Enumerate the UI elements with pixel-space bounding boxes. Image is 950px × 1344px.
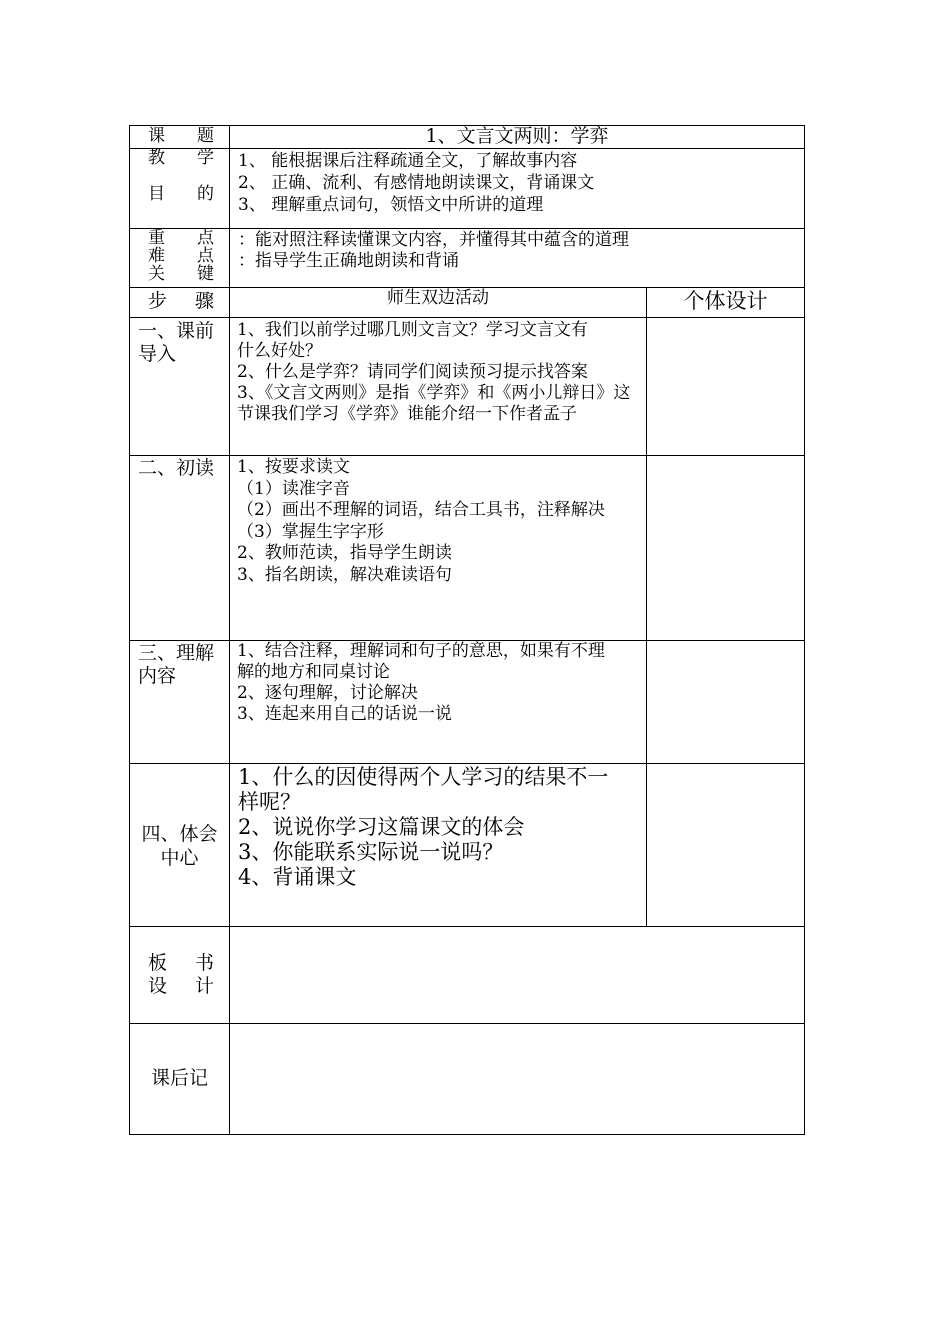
activity-line: 解的地方和同桌讨论 — [237, 662, 390, 682]
step-activity — [238, 765, 644, 890]
keypoint-item: ：指导学生正确地朗读和背诵 — [238, 251, 459, 271]
row-divider-topic — [129, 148, 805, 149]
design-column-header: 个体设计 — [683, 289, 768, 313]
activity-line: 什么好处？ — [237, 341, 322, 361]
goals-list — [238, 150, 798, 216]
topic-label: 课 题 — [148, 126, 214, 146]
activity-line: （3）掌握生字字形 — [237, 521, 384, 542]
activity-line: 2、什么是学弈？请同学们阅读预习提示找答案 — [237, 362, 588, 382]
step-label: 三、理解 内容 — [138, 642, 215, 687]
step-activity — [237, 320, 643, 425]
after-class-label: 课后记 — [150, 1067, 208, 1089]
row-divider-step1 — [129, 455, 805, 456]
activity-line: 3、指名朗读，解决难读语句 — [237, 564, 452, 585]
goal-item: 1、 能根据课后注释疏通全文，了解故事内容 — [238, 151, 578, 171]
goal-item: 3、 理解重点词句，领悟文中所讲的道理 — [238, 195, 544, 215]
steps-column-header: 步 骤 — [148, 290, 214, 312]
step-label: 四、体会 中心 — [141, 823, 218, 869]
board-design-label: 板 书 设 计 — [148, 952, 214, 997]
activity-line: （1）读准字音 — [237, 478, 350, 499]
activity-line: 3、连起来用自己的话说一说 — [237, 704, 452, 724]
keypoints-label: 重 点 难 点 关 键 — [148, 228, 214, 284]
activity-line: 4、背诵课文 — [238, 865, 357, 889]
label-column-divider — [229, 125, 230, 1135]
goal-item: 2、 正确、流利、有感情地朗读课文，背诵课文 — [238, 173, 595, 193]
activity-line: 样呢？ — [238, 790, 301, 814]
activity-line: 1、什么的因使得两个人学习的结果不一 — [238, 765, 609, 789]
row-divider-board — [129, 1023, 805, 1024]
activity-line: 1、按要求读文 — [237, 457, 350, 477]
keypoint-item: ：能对照注释读懂课文内容，并懂得其中蕴含的道理 — [238, 230, 629, 250]
activity-line: 3、你能联系实际说一说吗？ — [238, 840, 504, 864]
activity-line: 节课我们学习《学弈》谁能介绍一下作者孟子 — [237, 404, 577, 424]
design-column-divider — [646, 287, 647, 926]
row-divider-step3 — [129, 763, 805, 764]
activity-line: 2、教师范读，指导学生朗读 — [237, 543, 452, 563]
row-divider-columns — [129, 317, 805, 318]
activity-line: 3、《文言文两则》是指《学弈》和《两小儿辩日》这 — [237, 383, 631, 403]
step-label: 二、初读 — [138, 457, 215, 479]
row-divider-goals — [129, 228, 805, 229]
activity-line: 2、逐句理解，讨论解决 — [237, 683, 418, 703]
step-activity — [237, 457, 643, 586]
table-border-right — [804, 125, 805, 1135]
activity-line: 1、我们以前学过哪几则文言文？学习文言文有 — [237, 320, 588, 340]
activity-column-header: 师生双边活动 — [387, 288, 489, 308]
keypoints-list — [238, 230, 798, 272]
table-border-bottom — [129, 1134, 805, 1135]
activity-line: 2、说说你学习这篇课文的体会 — [238, 815, 525, 839]
table-border-left — [129, 125, 130, 1135]
activity-line: （2）画出不理解的词语，结合工具书，注释解决 — [237, 500, 605, 520]
activity-line: 1、结合注释，理解词和句子的意思，如果有不理 — [237, 641, 605, 661]
row-divider-step4 — [129, 926, 805, 927]
step-label: 一、课前 导入 — [138, 320, 215, 365]
topic-value: 1、文言文两则：学弈 — [425, 125, 609, 147]
step-activity — [237, 641, 643, 725]
goals-label: 教 学 目 的 — [148, 148, 214, 204]
